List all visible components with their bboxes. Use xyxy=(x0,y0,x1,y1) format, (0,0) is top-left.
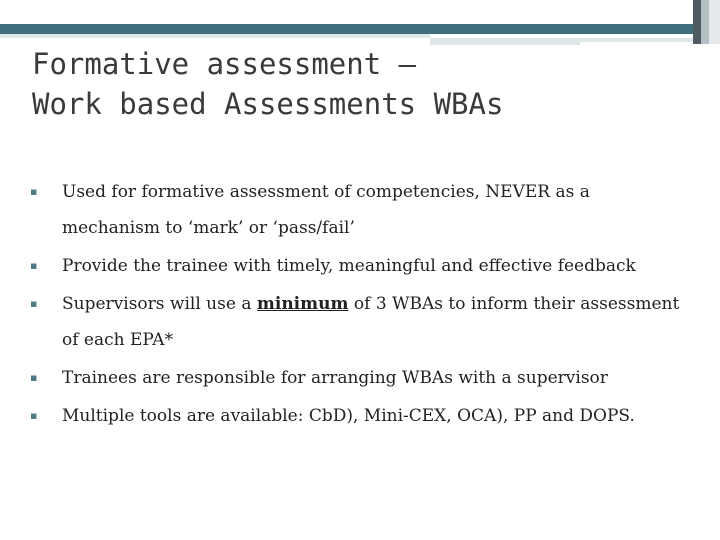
bullet-text: Trainees are responsible for arranging WBAs with a supervisor xyxy=(62,368,608,388)
slide-title-line: Formative assessment – xyxy=(32,47,417,81)
header-corner-block xyxy=(709,0,720,44)
bullet-item xyxy=(30,398,690,434)
header-accent-bar xyxy=(0,24,693,34)
bullet-item xyxy=(30,248,690,284)
bullet-item xyxy=(30,174,690,246)
bullet-item xyxy=(30,360,690,396)
header-corner-block xyxy=(693,0,701,44)
bullet-marker-icon: ▪ xyxy=(30,185,38,198)
bullet-marker-icon: ▪ xyxy=(30,409,38,422)
bullet-text-part: of 3 WBAs to inform their assessment of each EPA* xyxy=(62,294,680,350)
slide-title-line: Work based Assessments WBAs xyxy=(32,87,504,121)
bullet-list xyxy=(30,174,690,436)
bullet-marker-icon: ▪ xyxy=(30,371,38,384)
header-accent-strip xyxy=(580,38,693,42)
bullet-marker-icon: ▪ xyxy=(30,297,38,310)
bullet-text: Used for formative assessment of competencies, NEVER as a mechanism to ‘mark’ or ‘pass/fail’ xyxy=(62,182,590,238)
slide-title xyxy=(32,44,672,124)
bullet-text xyxy=(62,294,679,350)
header-accent-strip xyxy=(0,34,430,38)
bullet-text: Provide the trainee with timely, meaningful and effective feedback xyxy=(62,256,636,276)
bullet-marker-icon: ▪ xyxy=(30,259,38,272)
emphasis-minimum: minimum xyxy=(256,294,349,314)
bullet-text-part: Supervisors will use a xyxy=(62,294,257,314)
bullet-text: Multiple tools are available: CbD), Mini-CEX, OCA), PP and DOPS. xyxy=(62,406,635,426)
bullet-item xyxy=(30,286,690,358)
header-corner-block xyxy=(701,0,709,44)
